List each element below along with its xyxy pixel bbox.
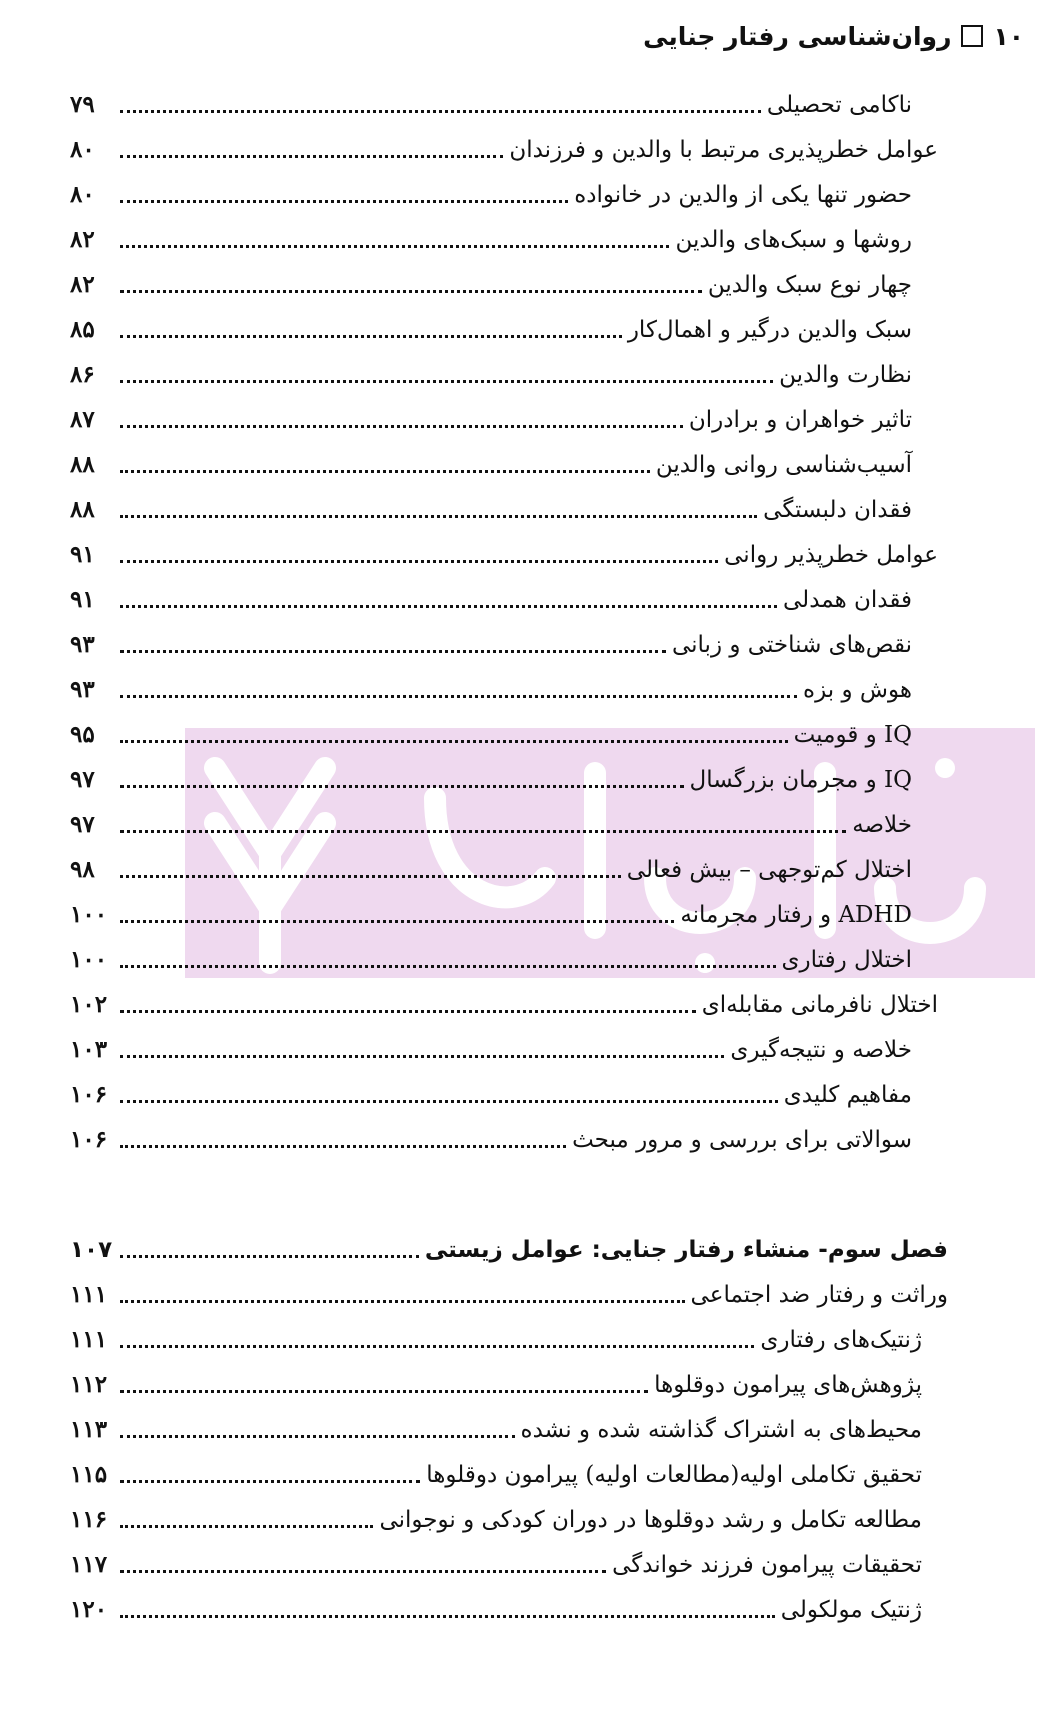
toc-entry [70,125,938,165]
toc-entry-page: ۱۰۶ [70,1126,108,1153]
dot-leader [120,1145,566,1148]
toc-entry-title: اختلال نافرمانی مقابله‌ای [701,992,938,1018]
toc-entry [70,395,912,435]
toc-entry [70,710,912,750]
toc-entry-page: ۹۳ [70,676,95,703]
toc-entry-page: ۸۰ [70,136,95,163]
toc-entry-title: چهار نوع سبک والدین [707,272,912,298]
toc-entry [70,980,938,1020]
dot-leader [120,1300,685,1303]
toc-entry-page: ۱۱۵ [70,1461,108,1488]
toc-entry-title: مفاهیم کلیدی [783,1082,912,1108]
toc-entry-page: ۸۲ [70,226,95,253]
toc-entry-title: فقدان همدلی [783,587,912,613]
toc-entry [70,1540,922,1580]
toc-entry-page: ۸۶ [70,361,95,388]
book-title: روان‌شناسی رفتار جنایی [643,21,952,51]
toc-entry-title: وراثت و رفتار ضد اجتماعی [690,1282,948,1308]
toc-entry [70,1360,922,1400]
dot-leader [120,470,650,473]
toc-entry-page: ۱۲۰ [70,1596,108,1623]
toc-entry-title: فقدان دلبستگی [763,497,912,523]
dot-leader [120,110,761,113]
dot-leader [120,1345,754,1348]
toc-entry [70,620,912,660]
dot-leader [120,425,683,428]
toc-entry-title: حضور تنها یکی از والدین در خانواده [574,182,912,208]
dot-leader [120,695,797,698]
toc-entry-page: ۸۲ [70,271,95,298]
toc-entry-page: ۱۱۱ [70,1281,108,1308]
toc-entry [70,350,912,390]
toc-entry-title: نظارت والدین [779,362,912,388]
toc-entry-page: ۱۰۰ [70,901,108,928]
chapter-title: فصل سوم- منشاء رفتار جنایی: عوامل زیستی [424,1237,948,1263]
chapter-page: ۱۰۷ [70,1237,113,1263]
toc-entry [70,215,912,255]
dot-leader [120,920,674,923]
toc-entry-title: خلاصه [852,812,912,838]
toc-entry [70,1070,912,1110]
toc-entry-title: ژنتیک‌های رفتاری [760,1327,922,1353]
toc-entry-title: ژنتیک مولکولی [780,1597,922,1623]
toc-entry-title: نقص‌های شناختی و زبانی [671,632,912,658]
toc-entry-title: اختلال رفتاری [781,947,912,973]
dot-leader [120,335,622,338]
dot-leader [120,830,846,833]
toc-entry [70,845,912,885]
toc-entry-title: ADHD و رفتار مجرمانه [680,902,912,928]
toc-entry [70,1025,912,1065]
dot-leader [120,155,503,158]
dot-leader [120,1570,606,1573]
toc-entry-page: ۸۰ [70,181,95,208]
toc-entry-title: تحقیقات پیرامون فرزند خواندگی [612,1552,922,1578]
dot-leader [120,875,621,878]
toc-entry-page: ۸۷ [70,406,95,433]
toc-entry [70,485,912,525]
toc-entry-page: ۷۹ [70,91,95,118]
toc-entry-page: ۹۷ [70,766,95,793]
toc-entry-title: IQ و قومیت [793,722,912,748]
toc-entry-page: ۹۸ [70,856,95,883]
dot-leader [120,515,757,518]
toc-entry [70,1115,912,1155]
toc-entry [70,1315,922,1355]
toc-entry-page: ۸۵ [70,316,95,343]
dot-leader [120,1055,724,1058]
toc-entry [70,575,912,615]
toc-entry [70,800,912,840]
toc-entry-page: ۹۱ [70,586,95,613]
dot-leader [120,245,669,248]
dot-leader [120,1010,696,1013]
toc-entry-title: عوامل خطرپذیری مرتبط با والدین و فرزندان [509,137,938,163]
toc-entry-page: ۹۵ [70,721,95,748]
toc-entry-page: ۱۱۶ [70,1506,108,1533]
toc-entry-title: روشها و سبک‌های والدین [675,227,912,253]
dot-leader [120,1435,515,1438]
toc-entry [70,530,938,570]
toc-entry-title: محیط‌های به اشتراک گذاشته شده و نشده [520,1417,922,1443]
toc-entry [70,755,912,795]
dot-leader [120,560,718,563]
toc-entry-title: تاثیر خواهران و برادران [688,407,912,433]
toc-entry-page: ۱۱۷ [70,1551,108,1578]
toc-entry-title: آسیب‌شناسی روانی والدین [655,452,912,478]
toc-entry-title: IQ و مجرمان بزرگسال [689,767,912,793]
toc-entry-title: مطالعه تکامل و رشد دوقلوها در دوران کودکی و نوجوانی [379,1507,922,1533]
toc-entry [70,1450,922,1490]
dot-leader [120,1255,419,1258]
toc-entry [70,665,912,705]
toc-entry-page: ۹۷ [70,811,95,838]
toc-entry [70,935,912,975]
chapter-heading [70,1225,948,1265]
dot-leader [120,740,788,743]
dot-leader [120,290,702,293]
toc-entry-title: تحقیق تکاملی اولیه(مطالعات اولیه) پیرامون دوقلوها [426,1462,922,1488]
toc-entry [70,1585,922,1625]
toc-entry [70,170,912,210]
toc-entry-title: اختلال کم‌توجهی – بیش فعالی [626,857,912,883]
toc-entry [70,1270,948,1310]
toc-entry-title: پژوهش‌های پیرامون دوقلوها [654,1372,922,1398]
dot-leader [120,1615,775,1618]
toc-entry-page: ۱۰۳ [70,1036,108,1063]
toc-entry-title: ناکامی تحصیلی [766,92,912,118]
toc-entry-page: ۹۳ [70,631,95,658]
toc-entry-page: ۱۰۶ [70,1081,108,1108]
toc-entry [70,260,912,300]
dot-leader [120,1390,648,1393]
dot-leader [120,1480,420,1483]
toc-entry-page: ۱۱۳ [70,1416,108,1443]
toc-entry-page: ۱۰۲ [70,991,108,1018]
toc-entry-title: سوالاتی برای بررسی و مرور مبحث [572,1127,912,1153]
toc-entry-title: هوش و بزه [803,677,912,703]
toc-entry [70,890,912,930]
toc-entry-page: ۱۰۰ [70,946,108,973]
toc-entry [70,1405,922,1445]
dot-leader [120,380,773,383]
toc-entry-page: ۸۸ [70,451,95,478]
page-number: ۱۰ [993,21,1024,51]
toc-entry-page: ۹۱ [70,541,95,568]
toc-entry-page: ۱۱۱ [70,1326,108,1353]
dot-leader [120,1525,373,1528]
toc-entry [70,1495,922,1535]
dot-leader [120,200,568,203]
toc-entry [70,80,912,120]
toc-entry-title: عوامل خطرپذیر روانی [724,542,938,568]
toc-entry [70,305,912,345]
dot-leader [120,785,684,788]
dot-leader [120,650,666,653]
dot-leader [120,965,776,968]
toc-entry-title: سبک والدین درگیر و اهمال‌کار [627,317,912,343]
toc-entry-page: ۱۱۲ [70,1371,108,1398]
toc-entry [70,440,912,480]
toc-entry-title: خلاصه و نتیجه‌گیری [730,1037,912,1063]
toc-entry-page: ۸۸ [70,496,95,523]
dot-leader [120,605,777,608]
dot-leader [120,1100,778,1103]
